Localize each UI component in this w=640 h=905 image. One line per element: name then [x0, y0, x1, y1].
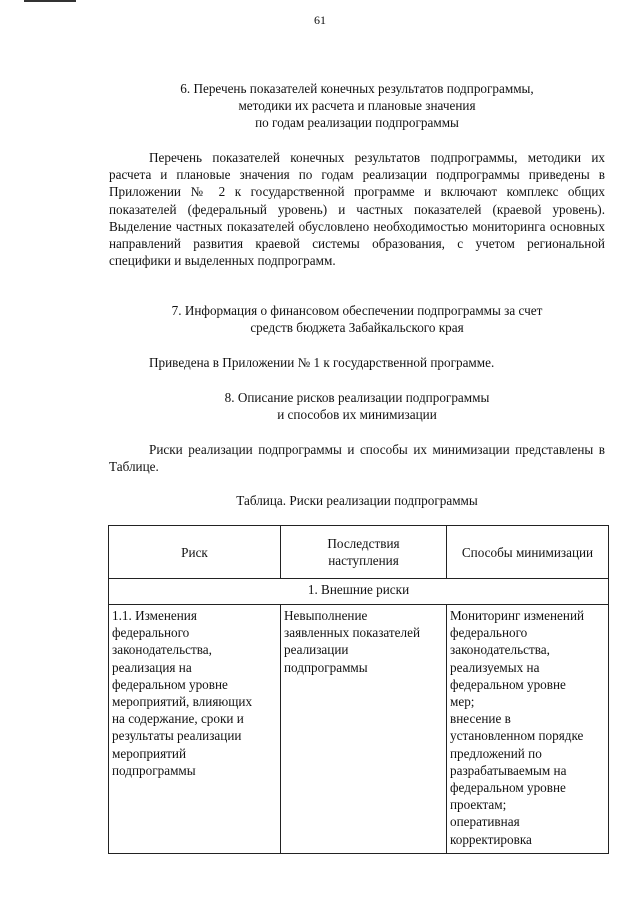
cell-risk: 1.1. Изменения федерального законодательства, реализация на федеральном уровне мероприятий, влияющих на содержание, сроки и результаты реализации мероприятий подпрограммы: [109, 605, 281, 854]
section-6-heading: [109, 80, 605, 131]
section-6-heading-line: 6. Перечень показателей конечных результатов подпрограммы,: [180, 81, 534, 96]
header-mitigation: Способы минимизации: [447, 526, 609, 579]
section-8-heading-line: и способов их минимизации: [277, 407, 437, 422]
section-7-heading: [109, 302, 605, 336]
table-row: [109, 605, 609, 854]
cell-consequences: Невыполнение заявленных показателей реализации подпрограммы: [281, 605, 447, 854]
section-6-heading-line: методики их расчета и плановые значения: [238, 98, 476, 113]
section-external-risks: 1. Внешние риски: [109, 579, 609, 605]
scan-edge-mark: [24, 0, 76, 2]
cell-mitigation: Мониторинг изменений федерального законодательства, реализуемых на федеральном уровне мер; внесение в установленном порядке предложений по разрабатываемым на федеральном уровне проектам; оперативная корректировка: [447, 605, 609, 854]
section-8-heading: [109, 389, 605, 423]
table-header-row: [109, 526, 609, 579]
risks-table: [108, 525, 609, 854]
table-section-row: [109, 579, 609, 605]
header-risk: Риск: [109, 526, 281, 579]
section-6-heading-line: по годам реализации подпрограммы: [255, 115, 459, 130]
section-8-paragraph: Риски реализации подпрограммы и способы их минимизации представлены в Таблице.: [109, 442, 605, 475]
section-7-paragraph: Приведена в Приложении № 1 к государственной программе.: [149, 355, 495, 370]
section-7-heading-line: 7. Информация о финансовом обеспечении подпрограммы за счет: [171, 303, 543, 318]
section-6-paragraph: Перечень показателей конечных результатов подпрограммы, методики их расчета и плановые значения по годам реализации подпрограммы приведены в Приложении № 2 к государственной программе и включают комплекс общих показателей (федеральный уровень) и частных показателей (краевой уровень). Выделение частных показателей обусловлено необходимостью мониторинга основных направлений развития краевой системы образования, с учетом региональной специфики и выделенных подпрограмм.: [109, 150, 605, 269]
section-7-heading-line: средств бюджета Забайкальского края: [250, 320, 464, 335]
section-8-heading-line: 8. Описание рисков реализации подпрограммы: [224, 390, 490, 405]
header-consequences: Последствия наступления: [281, 526, 447, 579]
page-number: 61: [314, 13, 326, 27]
table-caption: Таблица. Риски реализации подпрограммы: [236, 493, 478, 508]
